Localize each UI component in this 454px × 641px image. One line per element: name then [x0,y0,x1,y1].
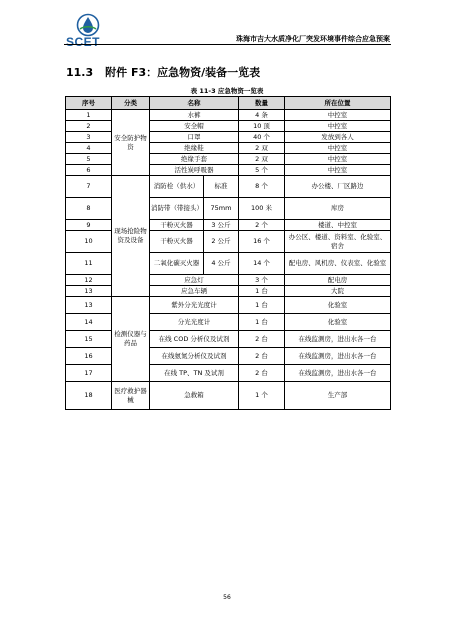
cell-name: 口罩 [150,132,239,143]
cell-location: 中控室 [285,110,391,121]
cell-location: 配电房、风机房、仪表室、化验室 [285,253,391,275]
cell-qty: 1 台 [239,297,285,314]
cell-name: 活性炭呼吸器 [150,165,239,176]
cell-spec: 75mm [204,198,239,220]
cell-no: 10 [66,231,112,253]
cell-no: 13 [66,297,112,314]
section-heading [66,64,260,80]
cell-no: 14 [66,314,112,331]
cell-spec: 标准 [204,176,239,198]
cell-no: 7 [66,176,112,198]
cell-qty: 2 台 [239,348,285,365]
cell-no: 2 [66,121,112,132]
cell-qty: 100 米 [239,198,285,220]
table-caption: 表 11-3 应急物资一览表 [190,87,264,95]
cell-location: 办公楼、厂区路边 [285,176,391,198]
cell-location: 在线监测房，进出水各一台 [285,365,391,382]
cell-name: 应急车辆 [150,286,239,297]
cell-name: 在线 COD 分析仪及试剂 [150,331,239,348]
cell-location: 化验室 [285,297,391,314]
cell-qty: 2 台 [239,331,285,348]
materials-table [65,96,391,410]
cell-name: 水裤 [150,110,239,121]
table-row [66,176,391,198]
cell-location: 在线监测房，进出水各一台 [285,348,391,365]
cell-qty: 10 顶 [239,121,285,132]
cell-location: 办公区、楼道、资料室、化验室、宿舍 [285,231,391,253]
cell-name: 干粉灭火器 [150,220,204,231]
cell-name: 安全帽 [150,121,239,132]
cell-qty: 4 条 [239,110,285,121]
cell-qty: 14 个 [239,253,285,275]
section-title: 附件 F3：应急物资/装备一览表 [105,66,261,79]
logo-drop-icon [76,13,100,37]
cell-name: 绝缘手套 [150,154,239,165]
cell-category: 安全防护物资 [112,110,150,176]
page-number: 56 [223,594,231,601]
cell-name: 消防带（带接头） [150,198,204,220]
cell-no: 6 [66,165,112,176]
cell-no: 13 [66,286,112,297]
cell-spec: 2 公斤 [204,231,239,253]
cell-name: 紫外分光光度计 [150,297,239,314]
cell-qty: 40 个 [239,132,285,143]
header-divider [64,44,391,45]
cell-location: 大院 [285,286,391,297]
cell-qty: 1 个 [239,382,285,410]
cell-qty: 3 个 [239,275,285,286]
cell-location: 中控室 [285,121,391,132]
cell-no: 17 [66,365,112,382]
logo-text: SCET [66,35,101,49]
cell-spec: 3 公斤 [204,220,239,231]
cell-location: 库房 [285,198,391,220]
cell-no: 15 [66,331,112,348]
column-header-name: 名称 [150,97,239,110]
cell-no: 1 [66,110,112,121]
table-row [66,382,391,410]
cell-qty: 5 个 [239,165,285,176]
document-header-title: 珠海市吉大水质净化厂突发环境事件综合应急预案 [236,35,390,43]
cell-category: 检测仪器与药品 [112,297,150,382]
cell-no: 11 [66,253,112,275]
cell-no: 9 [66,220,112,231]
cell-qty: 2 双 [239,143,285,154]
cell-location: 中控室 [285,154,391,165]
cell-name: 分光光度计 [150,314,239,331]
cell-qty: 2 双 [239,154,285,165]
cell-qty: 1 台 [239,314,285,331]
cell-no: 5 [66,154,112,165]
cell-name: 应急灯 [150,275,239,286]
cell-name: 消防栓（供水） [150,176,204,198]
cell-no: 4 [66,143,112,154]
cell-spec: 4 公斤 [204,253,239,275]
cell-location: 配电房 [285,275,391,286]
cell-location: 发放到各人 [285,132,391,143]
cell-qty: 16 个 [239,231,285,253]
cell-category: 现场抢险物资及设备 [112,176,150,297]
cell-no: 8 [66,198,112,220]
table-row [66,297,391,314]
cell-no: 18 [66,382,112,410]
column-header-no: 序号 [66,97,112,110]
cell-name: 在线氨氮分析仪及试剂 [150,348,239,365]
column-header-qty: 数量 [239,97,285,110]
cell-location: 中控室 [285,165,391,176]
cell-name: 二氧化碳灭火器 [150,253,204,275]
table-header-row [66,97,391,110]
column-header-category: 分类 [112,97,150,110]
cell-qty: 1 台 [239,286,285,297]
cell-qty: 8 个 [239,176,285,198]
cell-no: 12 [66,275,112,286]
cell-no: 16 [66,348,112,365]
column-header-location: 所在位置 [285,97,391,110]
cell-qty: 2 台 [239,365,285,382]
cell-location: 在线监测房，进出水各一台 [285,331,391,348]
cell-name: 干粉灭火器 [150,231,204,253]
cell-name: 在线 TP、TN 及试剂 [150,365,239,382]
cell-name: 急救箱 [150,382,239,410]
cell-location: 生产部 [285,382,391,410]
section-number: 11.3 [66,66,94,79]
table-row [66,110,391,121]
cell-no: 3 [66,132,112,143]
cell-location: 中控室 [285,143,391,154]
cell-qty: 2 个 [239,220,285,231]
cell-category: 医疗救护器械 [112,382,150,410]
cell-name: 绝缘鞋 [150,143,239,154]
cell-location: 楼道、中控室 [285,220,391,231]
cell-location: 化验室 [285,314,391,331]
